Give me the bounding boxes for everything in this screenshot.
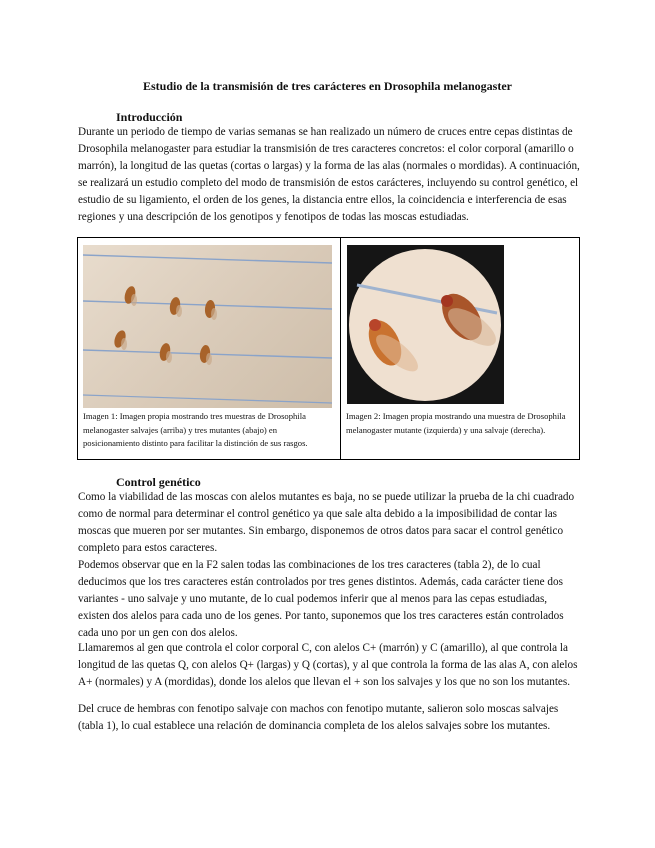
genetic-control-paragraph-3: Llamaremos al gen que controla el color corporal C, con alelos C+ (marrón) y C (amarillo), al que controla la longitud de las quetas Q, con alelos Q+ (largas) y Q (cortas), y al que controla la forma de las alas A, con alelos A+ (normales) y A (mordidas), donde los alelos que llevan el + son los salvajes y los que no son los mutantes. xyxy=(78,642,578,688)
figure-2-caption: Imagen 2: Imagen propia mostrando una muestra de Drosophila melanogaster mutante (izquierda) y una salvaje (derecha). xyxy=(346,411,566,435)
document-title: Estudio de la transmisión de tres carácteres en Drosophila melanogaster xyxy=(143,79,512,93)
figure-cell-2 xyxy=(341,238,579,459)
drosophila-samples-photo xyxy=(83,245,332,408)
genetic-control-paragraph-4: Del cruce de hembras con fenotipo salvaje con machos con fenotipo mutante, salieron solo moscas salvajes (tabla 1), lo cual establece una relación de dominancia completa de los alelos salvajes sobre los mutantes. xyxy=(78,703,559,732)
figure-cell-1 xyxy=(78,238,341,459)
figure-table xyxy=(77,237,580,460)
figure-1-caption: Imagen 1: Imagen propia mostrando tres muestras de Drosophila melanogaster salvajes (arriba) y tres mutantes (abajo) en posicionamiento distinto para facilitar la distinción de sus rasgos. xyxy=(83,411,308,448)
genetic-control-paragraph-1: Como la viabilidad de las moscas con alelos mutantes es baja, no se puede utilizar la prueba de la chi cuadrado como de normal para determinar el control genético ya que sale alta debido a la imposibilidad de contar las moscas que mueren por ser mutantes. Sin embargo, disponemos de otros datos para sacar el control genético completo para estos caracteres. xyxy=(78,491,575,554)
intro-heading: Introducción xyxy=(116,110,183,124)
genetic-control-heading: Control genético xyxy=(116,475,201,489)
drosophila-comparison-photo xyxy=(347,245,504,404)
genetic-control-paragraph-2: Podemos observar que en la F2 salen todas las combinaciones de los tres caracteres (tabla 2), de lo cual deducimos que los tres caracteres están controlados por tres genes distintos. Además, cada carácter tiene dos variantes - uno salvaje y uno mutante, de lo cual podemos inferir que al menos para las cepas estudiadas, existen dos alelos para cada uno de los genes. Por tanto, suponemos que los tres caracteres están controlados cada uno por un gen con dos alelos. xyxy=(78,559,564,639)
intro-paragraph: Durante un periodo de tiempo de varias semanas se han realizado un número de cruces entre cepas distintas de Drosophila melanogaster para estudiar la transmisión de tres caracteres concretos: el color corporal (amarillo o marrón), la longitud de las quetas (cortas o largas) y la forma de las alas (normales o mordidas). A continuación, se realizará un estudio completo del modo de transmisión de estos carácteres, incluyendo su control genético, el estudio de su ligamiento, el orden de los genes, la distancia entre ellos, la coincidencia e interferencia de esas regiones y una descripción de los genotipos y fenotipos de todas las moscas estudiadas. xyxy=(78,126,580,223)
